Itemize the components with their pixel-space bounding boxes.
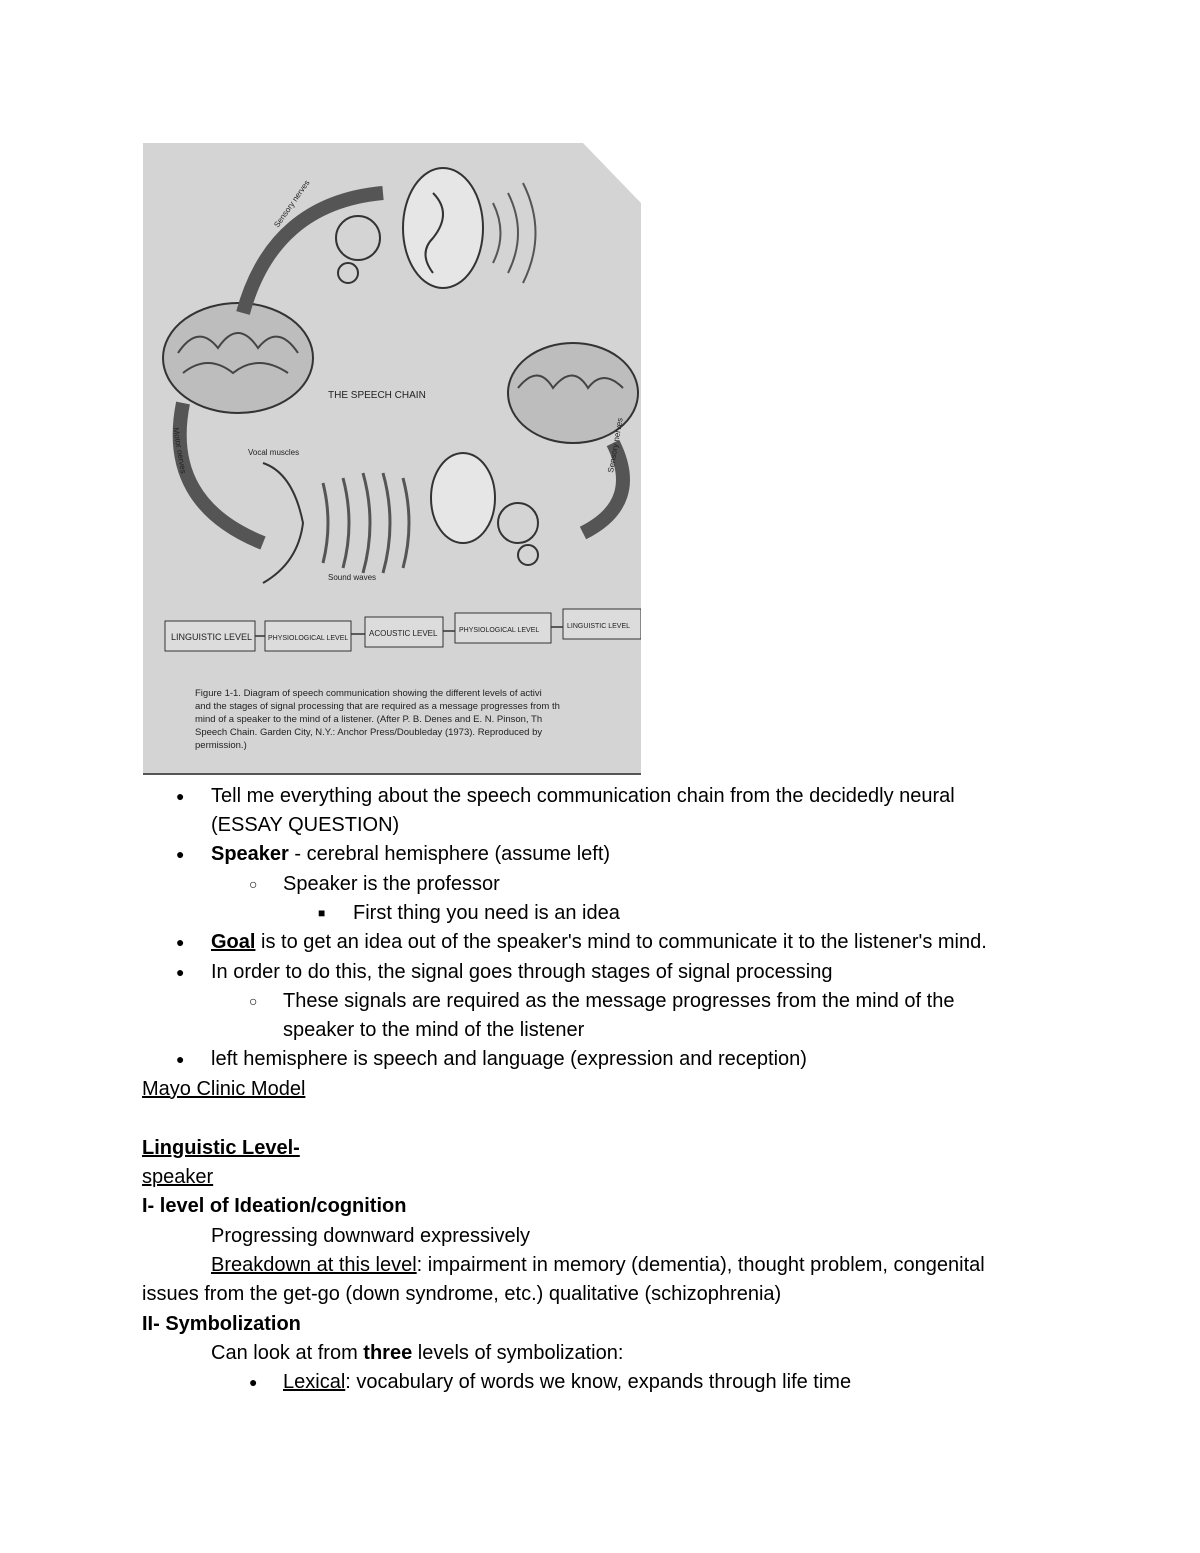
square-bullet-icon: ■ — [318, 906, 326, 920]
speech-chain-label: THE SPEECH CHAIN — [328, 390, 426, 401]
breakdown-desc: : impairment in memory (dementia), thought problem, congenital — [416, 1254, 985, 1276]
caption-line-2: and the stages of signal processing that are required as a message progresses from th — [195, 701, 560, 712]
goal-term: Goal — [211, 931, 256, 953]
three-levels-bold: three — [363, 1342, 413, 1364]
bullet-icon: ● — [176, 788, 185, 804]
caption-line-4: Speech Chain. Garden City, N.Y.: Anchor Press/Doubleday (1973). Reproduced by — [195, 727, 543, 738]
sensory-nerves-right-label: Sensory nerves — [606, 417, 625, 474]
linguistic-level-heading: Linguistic Level- — [142, 1137, 300, 1159]
speech-chain-diagram — [143, 143, 641, 773]
bullet-goal — [211, 928, 987, 957]
level-box-3: ACOUSTIC LEVEL — [369, 629, 438, 638]
sub-sub-bullet-idea: First thing you need is an idea — [353, 902, 620, 924]
bullet-lexical — [283, 1368, 851, 1397]
caption-line-5: permission.) — [195, 740, 247, 751]
circle-bullet-icon: ○ — [249, 993, 258, 1009]
speaker-subheading: speaker — [142, 1166, 214, 1188]
level-box-5: LINGUISTIC LEVEL — [567, 623, 631, 630]
bullet-icon: ● — [249, 1374, 258, 1390]
bullet-left-hemisphere: left hemisphere is speech and language (expression and reception) — [211, 1048, 807, 1070]
three-levels-b: levels of symbolization: — [412, 1342, 624, 1364]
caption-line-1: Figure 1-1. Diagram of speech communication showing the different levels of activi — [195, 688, 542, 699]
sub-bullet-professor: Speaker is the professor — [283, 873, 500, 895]
three-levels-text — [211, 1339, 623, 1368]
speaker-term: Speaker — [211, 843, 289, 865]
speech-chain-figure — [143, 143, 641, 775]
sound-waves-label: Sound waves — [328, 573, 377, 582]
vocal-muscles-label: Vocal muscles — [248, 448, 300, 457]
motor-nerves-label: Motor nerves — [171, 426, 189, 475]
speaker-brain — [163, 303, 313, 413]
breakdown-text-cont: issues from the get-go (down syndrome, etc.) qualitative (schizophrenia) — [142, 1283, 782, 1305]
bullet-signal-processing: In order to do this, the signal goes through stages of signal processing — [211, 961, 833, 983]
goal-desc: is to get an idea out of the speaker's mind to communicate it to the listener's mind. — [255, 931, 987, 953]
bullet-essay-question: Tell me everything about the speech communication chain from the decidedly neural — [211, 785, 955, 807]
level-box-4: PHYSIOLOGICAL LEVEL — [459, 627, 540, 634]
symbolization-heading: II- Symbolization — [142, 1313, 301, 1335]
bullet-icon: ● — [176, 1051, 185, 1067]
progressing-text: Progressing downward expressively — [211, 1225, 531, 1247]
bullet-essay-question-cont: (ESSAY QUESTION) — [211, 814, 400, 836]
level-box-1: LINGUISTIC LEVEL — [171, 632, 253, 642]
top-ear — [403, 168, 483, 288]
bottom-ear — [431, 453, 495, 543]
sensory-nerves-top-label: Sensory nerves — [272, 178, 312, 230]
three-levels-a: Can look at from — [211, 1342, 364, 1364]
breakdown-text — [211, 1251, 985, 1280]
sub-bullet-signals: These signals are required as the message progresses from the mind of the — [283, 990, 955, 1012]
circle-bullet-icon: ○ — [249, 876, 258, 892]
mayo-clinic-heading: Mayo Clinic Model — [142, 1078, 306, 1100]
bullet-icon: ● — [176, 846, 185, 862]
caption-line-3: mind of a speaker to the mind of a listener. (After P. B. Denes and E. N. Pinson, Th — [195, 714, 543, 725]
lexical-desc: : vocabulary of words we know, expands through life time — [345, 1371, 852, 1393]
bullet-icon: ● — [176, 964, 185, 980]
sub-bullet-signals-cont: speaker to the mind of the listener — [283, 1019, 585, 1041]
level-ideation-heading: I- level of Ideation/cognition — [142, 1195, 407, 1217]
level-box-2: PHYSIOLOGICAL LEVEL — [268, 635, 349, 642]
bullet-speaker — [211, 840, 610, 869]
bullet-icon: ● — [176, 934, 185, 950]
speaker-desc: - cerebral hemisphere (assume left) — [288, 843, 611, 865]
lexical-term: Lexical — [283, 1371, 346, 1393]
breakdown-label: Breakdown at this level — [211, 1254, 417, 1276]
